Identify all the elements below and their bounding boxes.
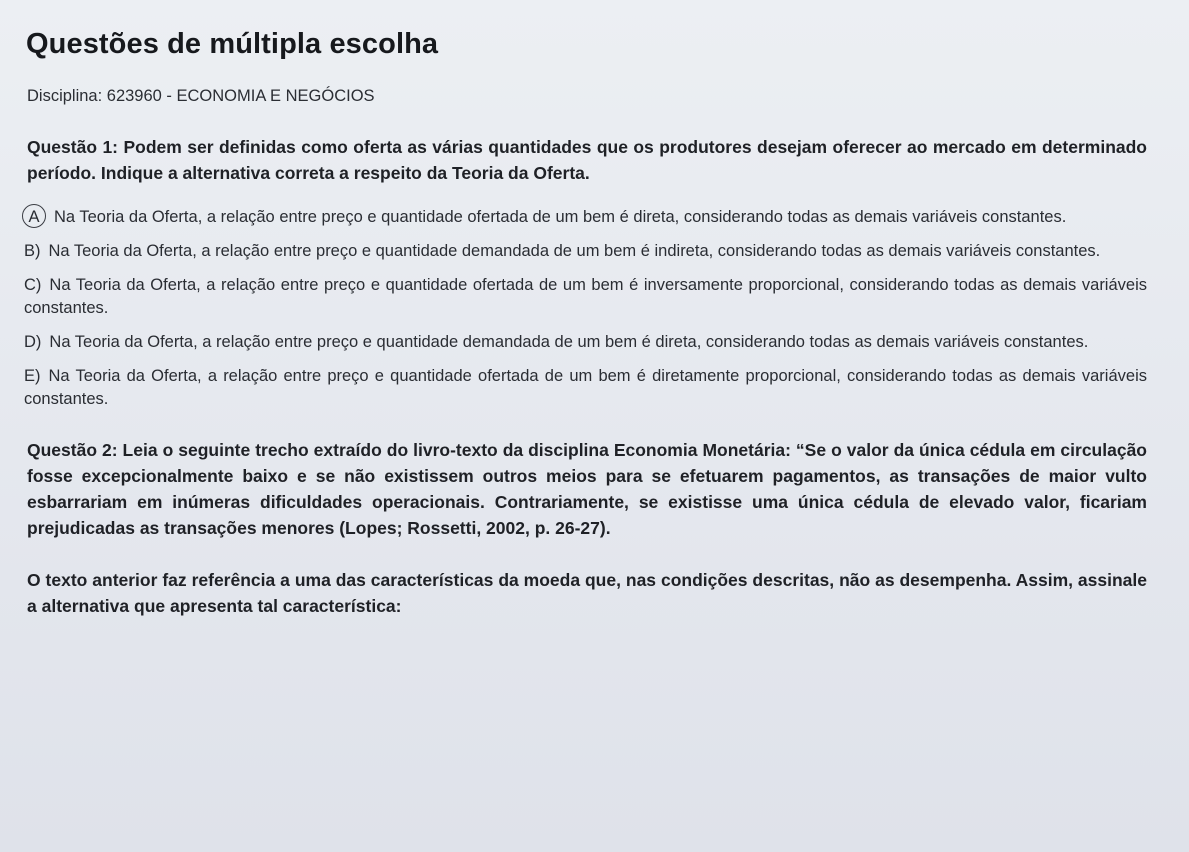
option-d-text: Na Teoria da Oferta, a relação entre preço e quantidade demandada de um bem é direta, considerando todas as demais variáveis constantes. (49, 333, 1089, 351)
option-a-text: Na Teoria da Oferta, a relação entre preço e quantidade ofertada de um bem é direta, considerando todas as demais variáveis constantes. (54, 208, 1067, 226)
discipline-label: Disciplina: 623960 - ECONOMIA E NEGÓCIOS (27, 87, 375, 105)
option-b-letter: B) (24, 242, 41, 260)
option-e-letter: E) (24, 367, 41, 385)
option-a-letter-circled: A (22, 204, 46, 228)
question-2-stem: Questão 2: Leia o seguinte trecho extraído do livro-texto da disciplina Economia Monetária: “Se o valor da única cédula em circulação fosse excepcionalmente baixo e se não existissem outros meios para se efetuarem pagamentos, as transações de maior vulto esbarrariam em inúmeras dificuldades operacionais. Contrariamente, se existisse uma única cédula de elevado valor, ficariam prejudicadas as transações menores (Lopes; Rossetti, 2002, p. 26-27). (27, 440, 1147, 538)
option-c-text: Na Teoria da Oferta, a relação entre preço e quantidade ofertada de um bem é inversamente proporcional, considerando todas as demais variáveis constantes. (24, 276, 1147, 317)
question-1-stem: Questão 1: Podem ser definidas como oferta as várias quantidades que os produtores desejam oferecer ao mercado em determinado período. Indique a alternativa correta a respeito da Teoria da Oferta. (27, 137, 1147, 183)
option-b[interactable] (24, 240, 1147, 263)
option-a[interactable] (24, 204, 1147, 229)
option-d-letter: D) (24, 333, 42, 351)
option-e-text: Na Teoria da Oferta, a relação entre preço e quantidade ofertada de um bem é diretamente proporcional, considerando todas as demais variáveis constantes. (24, 367, 1147, 408)
option-b-text: Na Teoria da Oferta, a relação entre preço e quantidade demandada de um bem é indireta, considerando todas as demais variáveis constantes. (48, 242, 1101, 260)
question-1-options (24, 204, 1147, 411)
option-c[interactable] (24, 274, 1147, 320)
option-e[interactable] (24, 365, 1147, 411)
page-title: Questões de múltipla escolha (26, 28, 439, 60)
option-c-letter: C) (24, 276, 42, 294)
option-d[interactable] (24, 331, 1147, 354)
question-2-prompt: O texto anterior faz referência a uma das características da moeda que, nas condições descritas, não as desempenha. Assim, assinale a alternativa que apresenta tal característica: (27, 570, 1147, 616)
